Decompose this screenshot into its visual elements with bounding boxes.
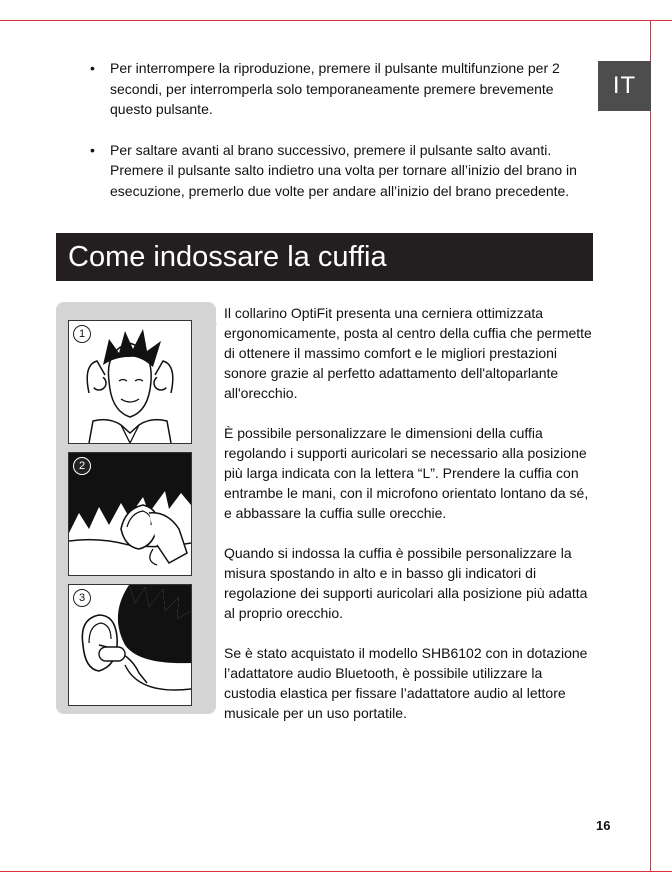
page-number: 16 xyxy=(596,818,611,833)
bullet-skip-track: • Per saltare avanti al brano successivo, premere il pulsante salto avanti. Premere il pulsante salto indietro una volta per tornare all’inizio del brano in esecuzione, premerlo due volte per andare all’inizio del brano precedente. xyxy=(86,140,598,202)
step-2-illustration xyxy=(68,452,192,576)
instruction-bullets xyxy=(86,58,598,221)
frame-top-line xyxy=(0,20,672,21)
step-1-illustration xyxy=(68,320,192,444)
paragraph-bluetooth-adapter: Se è stato acquistato il modello SHB6102 con in dotazione l’adattatore audio Bluetooth, è possibile utilizzare la custodia elastica per fissare l’adattatore audio al lettore musicale per un uso portatile. xyxy=(224,645,588,721)
paragraph-custom-fit: Quando si indossa la cuffia è possibile personalizzare la misura spostando in alto e in basso gli indicatori di regolazione dei supporti auricolari alla posizione più adatta al proprio orecchio. xyxy=(224,545,588,621)
paragraph-optifit: Il collarino OptiFit presenta una cerniera ottimizzata ergonomicamente, posta al centro della cuffia che permette di ottenere il massimo comfort e le migliori prestazioni sonore grazie al perfetto adattamento dell'altoparlante all'orecchio. xyxy=(224,305,592,401)
section-title: Come indossare la cuffia xyxy=(56,233,593,281)
bullet-stop-playback: • Per interrompere la riproduzione, premere il pulsante multifunzione per 2 secondi, per interromperla solo temporaneamente premere brevemente questo pulsante. xyxy=(86,58,598,120)
step-3-illustration xyxy=(68,584,192,706)
step-number: 1 xyxy=(73,325,91,343)
step-number: 2 xyxy=(73,457,91,475)
body-text xyxy=(224,303,594,743)
language-tab: IT xyxy=(598,61,651,111)
frame-right-line xyxy=(650,20,651,872)
paragraph-adjust-size: È possibile personalizzare le dimensioni della cuffia regolando i supporti auricolari se necessario alla posizione più larga indicata con la lettera “L”. Prendere la cuffia con entrambe le mani, con il microfono orientato lontano da sé, e abbassare la cuffia sulle orecchie. xyxy=(224,425,589,521)
frame-bottom-line xyxy=(0,871,672,872)
illustration-callout-pointer xyxy=(205,314,217,346)
step-number: 3 xyxy=(73,589,91,607)
